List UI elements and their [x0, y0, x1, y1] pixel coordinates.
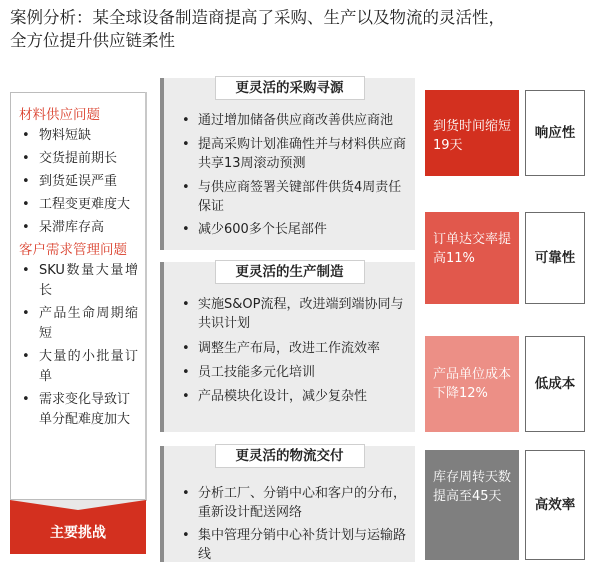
section-header	[164, 78, 415, 100]
result-tag: 高效率	[525, 450, 585, 560]
section-item: • 集中管理分销中心补货计划与运输路线	[182, 526, 409, 564]
section-item: • 分析工厂、分销中心和客户的分布，重新设计配送网络	[182, 484, 409, 522]
challenge-item: • 大量的小批量订单	[19, 347, 138, 387]
result-tag: 可靠性	[525, 212, 585, 304]
section-item: • 员工技能多元化培训	[182, 363, 409, 382]
title-line-2: 全方位提升供应链柔性	[10, 31, 175, 50]
result-text-box	[425, 90, 519, 176]
section-body	[164, 468, 415, 562]
result-tag: 低成本	[525, 336, 585, 432]
challenge-item: • 物料短缺	[19, 126, 138, 146]
section-title: 更灵活的物流交付	[215, 444, 365, 468]
section-item: • 通过增加储备供应商改善供应商池	[182, 111, 409, 130]
result-responsiveness	[425, 90, 585, 176]
challenge-item: • 交货提前期长	[19, 149, 138, 169]
section-body	[164, 284, 415, 432]
challenge-item: • 到货延误严重	[19, 172, 138, 192]
challenge-item: • 产品生命周期缩短	[19, 304, 138, 344]
challenge-item: • 需求变化导致订单分配难度加大	[19, 390, 138, 430]
challenge-item: • SKU数量大量增长	[19, 261, 138, 301]
section-body	[164, 100, 415, 250]
result-text-box	[425, 450, 519, 560]
section-logistics	[160, 446, 415, 562]
section-production	[160, 262, 415, 432]
section-sourcing	[160, 78, 415, 250]
main-challenge-arrow	[10, 500, 146, 554]
section-item: • 调整生产布局，改进工作流效率	[182, 339, 409, 358]
section-title: 更灵活的采购寻源	[215, 76, 365, 100]
result-efficiency	[425, 450, 585, 560]
result-text: 订单达交率提高11%	[433, 232, 512, 266]
section-item: • 产品模块化设计，减少复杂性	[182, 387, 409, 406]
challenge-box	[10, 92, 146, 500]
result-text: 产品单位成本下降12%	[433, 367, 512, 401]
section-item: • 实施S&OP流程，改进端到端协同与共识计划	[182, 295, 409, 333]
result-text-box	[425, 336, 519, 432]
section-item: • 减少600多个长尾部件	[182, 220, 409, 239]
section-header	[164, 262, 415, 284]
result-reliability	[425, 212, 585, 304]
section-title: 更灵活的生产制造	[215, 260, 365, 284]
title-line-1: 案例分析：某全球设备制造商提高了采购、生产以及物流的灵活性，	[10, 8, 505, 27]
challenge-group-title: 材料供应问题	[19, 107, 100, 123]
main-challenge-label: 主要挑战	[50, 525, 106, 541]
result-text: 库存周转天数提高至45天	[433, 470, 512, 504]
challenge-item: • 呆滞库存高	[19, 218, 138, 238]
section-header	[164, 446, 415, 468]
page-title	[10, 6, 590, 52]
challenge-column	[10, 92, 146, 554]
challenge-group-title: 客户需求管理问题	[19, 242, 127, 258]
section-item: • 与供应商签署关键部件供货4周责任保证	[182, 178, 409, 216]
result-tag: 响应性	[525, 90, 585, 176]
result-text: 到货时间缩短19天	[433, 119, 512, 153]
result-low-cost	[425, 336, 585, 432]
result-text-box	[425, 212, 519, 304]
challenge-item: • 工程变更难度大	[19, 195, 138, 215]
section-item: • 提高采购计划准确性并与材料供应商共享13周滚动预测	[182, 135, 409, 173]
